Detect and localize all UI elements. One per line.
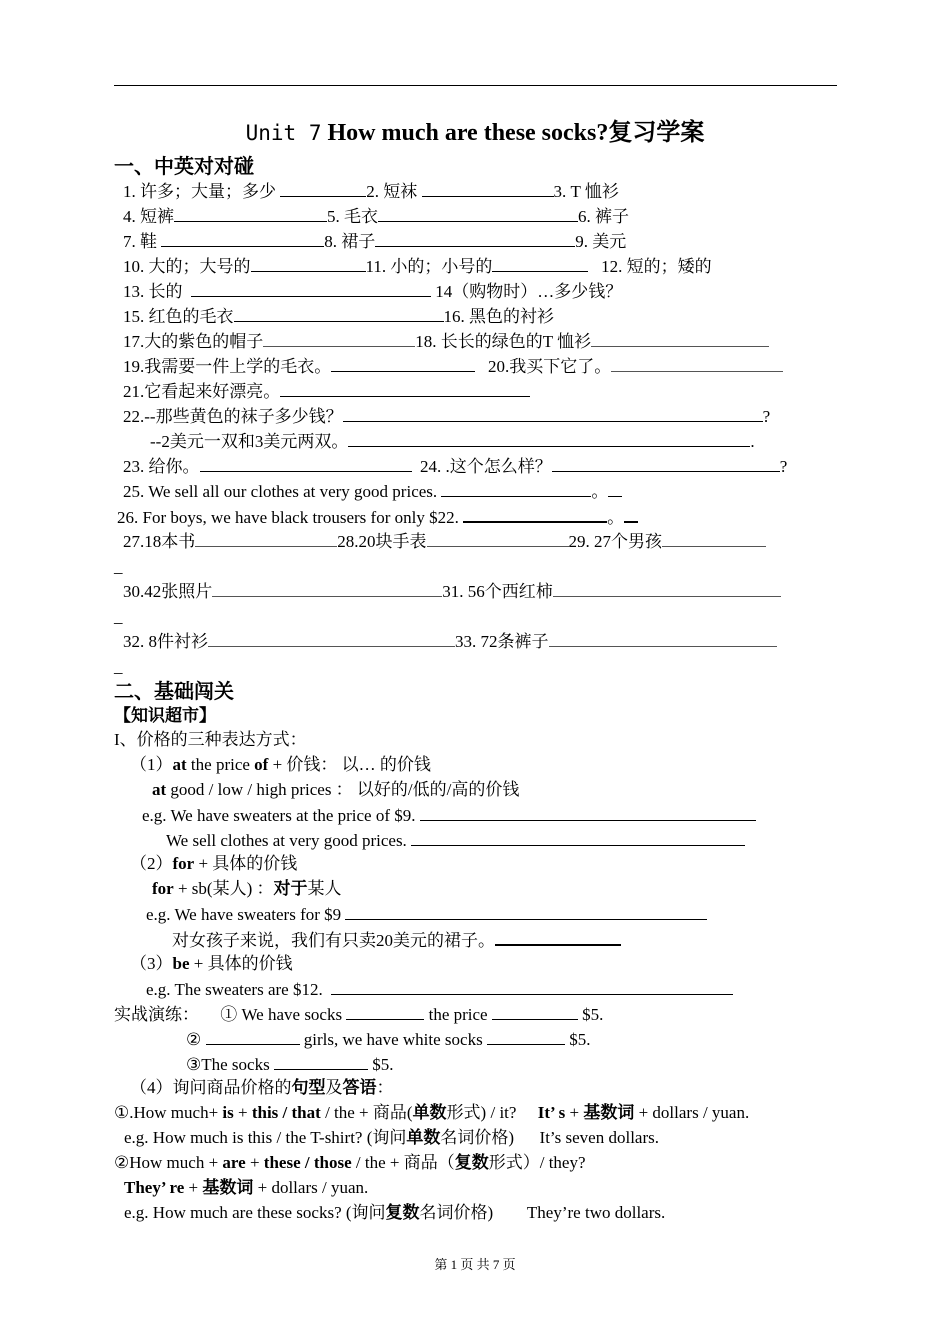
continuation-mark: _ [114, 557, 123, 576]
title-unit: Unit 7 [245, 121, 322, 145]
rule-4-plural: ②How much + are + these / those / the + 商品（复数形式）/ they? [114, 1153, 586, 1172]
vocab-row-5: 13. 长的 14（购物时）…多少钱？ [123, 282, 623, 301]
section2-heading: 二、基础闯关 [114, 679, 234, 703]
section1-heading: 一、中英对对碰 [114, 154, 254, 178]
continuation-mark: _ [114, 657, 123, 676]
vocab-row-11: --2美元一双和3美元两双。 . [150, 432, 755, 451]
example-3: e.g. We have sweaters for $9 [146, 903, 707, 926]
vocab-row-1: 1. 许多；大量；多少 2. 短袜 3. T 恤衫 [123, 182, 619, 201]
vocab-row-14: 26. For boys, we have black trousers for only $22. 。 [117, 505, 638, 529]
example-1: e.g. We have sweaters at the price of $9. [142, 804, 756, 827]
example-2: We sell clothes at very good prices. [166, 829, 745, 852]
practice-2: ② girls, we have white socks $5. [186, 1030, 591, 1049]
header-rule [114, 85, 837, 86]
vocab-row-2: 4. 短裤 5. 毛衣 6. 裤子 [123, 207, 629, 226]
vocab-row-3: 7. 鞋 8. 裙子 9. 美元 [123, 232, 627, 251]
vocab-row-10: 22.--那些黄色的袜子多少钱？ ? [123, 407, 771, 426]
example-4: 对女孩子来说，我们有只卖20美元的裙子。 [172, 928, 621, 952]
rule-4-plural-answer: They’ re + 基数词 + dollars / yuan. [124, 1178, 369, 1197]
section2-intro: I、价格的三种表达方式： [114, 730, 307, 749]
practice-1: 实战演练： ① We have socks the price $5. [114, 1005, 604, 1024]
rule-4-plural-example: e.g. How much are these socks? (询问复数名词价格) They’re two dollars. [124, 1203, 666, 1222]
vocab-row-7: 17.大的紫色的帽子 18. 长长的绿色的T 恤衫 [123, 330, 769, 353]
page-footer: 第 1 页 共 7 页 [434, 1257, 516, 1272]
example-5: e.g. The sweaters are $12. [146, 978, 733, 1001]
vocab-row-4: 10. 大的；大号的 11. 小的；小号的 12. 短的；矮的 [123, 257, 712, 276]
rule-1b: at good / low / high prices ： 以好的/低的/高的价钱 [152, 780, 520, 799]
vocab-row-13: 25. We sell all our clothes at very good prices. 。 [123, 480, 622, 503]
rule-4-singular-example: e.g. How much is this / the T-shirt? (询问单数名词价格) It’s seven dollars. [124, 1128, 659, 1147]
vocab-row-8: 19.我需要一件上学的毛衣。 20.我买下它了。 [123, 355, 783, 378]
rule-3: （3）be + 具体的价钱 [130, 954, 293, 973]
vocab-row-6: 15. 红色的毛衣 16. 黑色的衬衫 [123, 307, 554, 326]
vocab-row-15: 27.18本书 28.20块手表 29. 27个男孩 [123, 530, 766, 553]
practice-3: ③The socks $5. [186, 1055, 394, 1074]
rule-2: （2）for + 具体的价钱 [130, 854, 298, 873]
rule-4-singular: ①.How much+ is + this / that / the + 商品(单数形式) / it? It’ s + 基数词 + dollars / yuan. [114, 1103, 750, 1122]
section2-subheading: 【知识超市】 [114, 706, 216, 726]
page-title [0, 112, 950, 147]
continuation-mark: _ [114, 607, 123, 626]
title-text: How much are these socks?复习学案 [327, 120, 705, 146]
vocab-row-12: 23. 给你。 24. .这个怎么样？ ? [123, 457, 788, 476]
rule-4: （4）询问商品价格的句型及答语： [130, 1078, 394, 1097]
vocab-row-16: 30.42张照片 31. 56个西红柿 [123, 580, 781, 603]
rule-2b: for + sb(某人) ：对于某人 [152, 879, 342, 898]
rule-1: （1）at the price of + 价钱： 以… 的价钱 [130, 755, 431, 774]
vocab-row-9: 21.它看起来好漂亮。 [123, 380, 530, 403]
vocab-row-17: 32. 8件衬衫 33. 72条裤子 [123, 630, 777, 653]
